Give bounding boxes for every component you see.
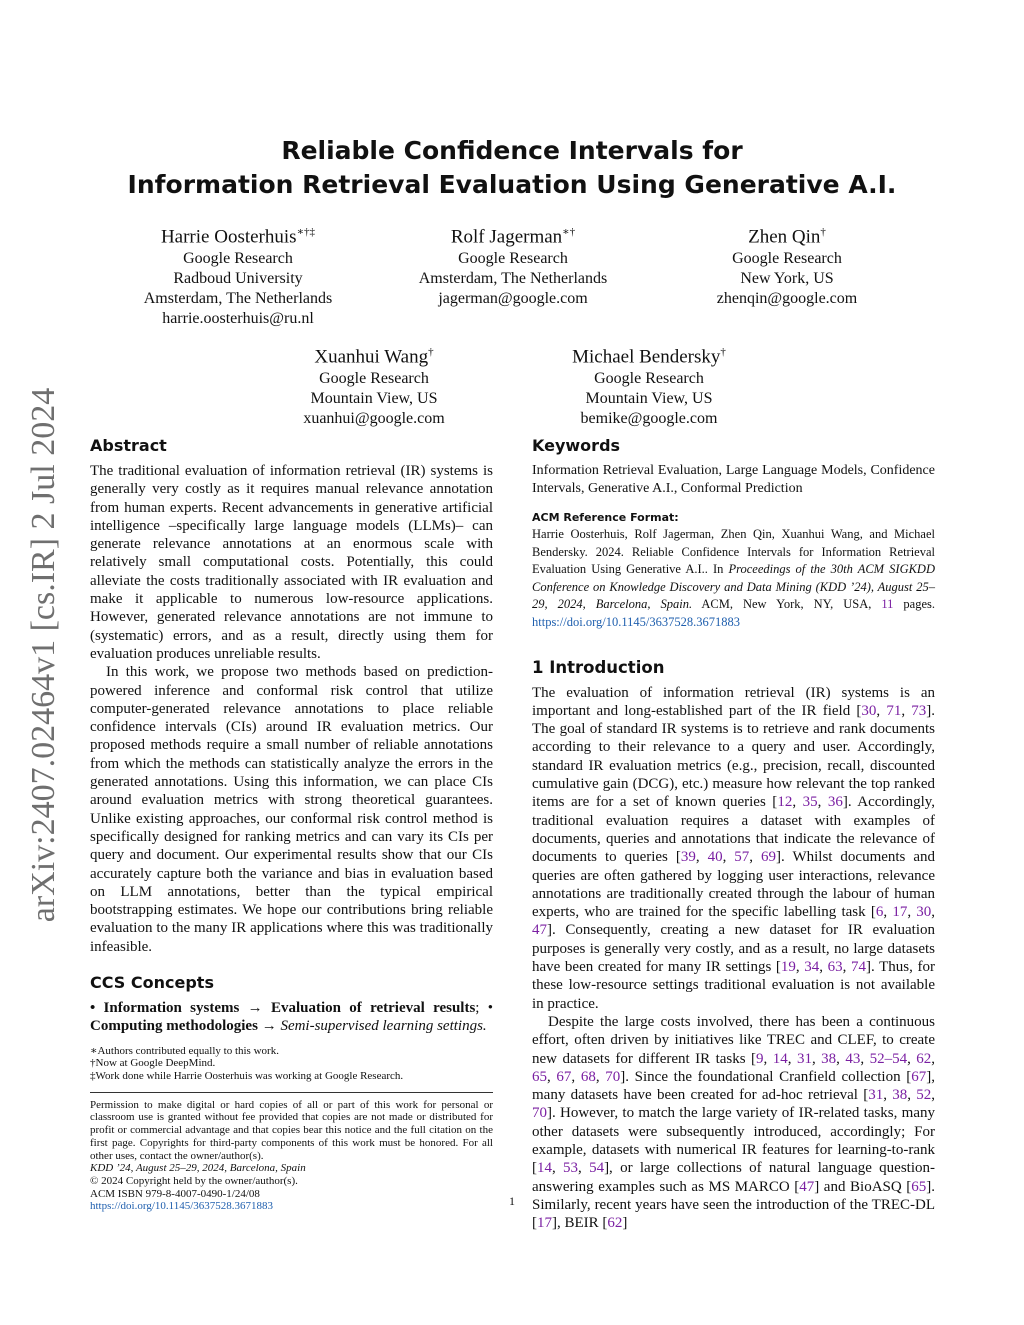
citation-link[interactable]: 67 <box>556 1068 572 1085</box>
author-marks: † <box>720 346 726 358</box>
author-marks: † <box>428 346 434 358</box>
citation-link[interactable]: 31 <box>868 1087 884 1104</box>
ccs-term: Computing methodologies <box>90 1018 258 1035</box>
doi-link[interactable]: https://doi.org/10.1145/3637528.3671883 <box>90 1200 274 1213</box>
text-run: ], BEIR [ <box>552 1215 608 1232</box>
ccs-term: Evaluation of retrieval results <box>270 1000 476 1017</box>
citation-link[interactable]: 63 <box>827 959 843 976</box>
arxiv-id: arXiv:2407.02464v1 [cs.IR] 2 Jul 2024 <box>25 387 62 923</box>
author-affiliation: New York, US <box>740 270 834 288</box>
citation-link[interactable]: 57 <box>734 849 750 866</box>
intro-paragraph-1 <box>532 684 935 1013</box>
text-run: ], or large collections of natural language question-answering examples such as MS MARCO [ <box>532 1160 936 1195</box>
text-run: , <box>931 904 936 921</box>
acm-ref-proceedings: Proceedings of the 30th ACM SIGKDD Conference on Knowledge Discovery and Data Mining (KDD ’24), August 25–29, 2024, Barcelona, Spain. <box>532 562 935 612</box>
citation-link[interactable]: 71 <box>886 702 902 719</box>
author-affiliation: Google Research <box>732 250 842 268</box>
citation-link[interactable]: 69 <box>761 849 777 866</box>
citation-link[interactable]: 31 <box>796 1050 812 1067</box>
ccs-arrow: → <box>261 1018 277 1035</box>
author-block-5 <box>529 340 769 429</box>
text-run: ]. Since the foundational Cranfield collection [ <box>620 1068 912 1085</box>
text-run: ], many datasets have been created for ad-hoc retrieval [ <box>532 1068 936 1104</box>
author-name: Zhen Qin <box>748 226 821 248</box>
text-run: , <box>883 1087 893 1104</box>
paper-title <box>0 134 1024 202</box>
text-run: , <box>811 1050 822 1067</box>
ccs-separator: ; • <box>475 1000 494 1017</box>
author-email: bemike@google.com <box>580 410 718 428</box>
citation-link[interactable]: 47 <box>532 922 547 939</box>
citation-link[interactable]: 19 <box>780 959 796 976</box>
text-run: , <box>695 849 708 866</box>
text-run: , <box>931 1087 936 1104</box>
citation-link[interactable]: 62 <box>607 1215 623 1232</box>
citation-link[interactable]: 12 <box>777 794 793 811</box>
citation-link[interactable]: 38 <box>892 1087 908 1104</box>
abstract-heading: Abstract <box>90 436 167 455</box>
acm-ref-publisher: ACM, New York, NY, USA, <box>692 597 882 612</box>
text-run: , <box>595 1068 606 1085</box>
text-run: , <box>836 1050 846 1067</box>
citation-link[interactable]: 74 <box>851 959 867 976</box>
ccs-term: • Information systems <box>90 1000 240 1017</box>
text-run: ]. Similarly, recent years have seen the introduction of the TREC-DL [ <box>532 1178 935 1232</box>
text-run: ]. Consequently, creating a new dataset for IR evaluation purposes is generally very costly, and as a result, no large datasets have been created for many IR settings [ <box>532 922 935 976</box>
left-column <box>90 436 493 1213</box>
citation-link[interactable]: 53 <box>563 1160 579 1177</box>
author-name: Rolf Jagerman <box>450 226 563 248</box>
text-run: The evaluation of information retrieval (IR) systems is an important and long-established part of the IR field [ <box>532 684 935 719</box>
acm-ref-doi-link[interactable]: https://doi.org/10.1145/3637528.3671883 <box>532 614 740 629</box>
author-block-2 <box>393 220 633 309</box>
author-affiliation: Google Research <box>458 250 568 268</box>
citation-link[interactable]: 68 <box>580 1068 596 1085</box>
footnote-1: ∗Authors contributed equally to this work. <box>90 1044 279 1057</box>
citation-link[interactable]: 14 <box>537 1160 552 1177</box>
text-run: , <box>883 904 893 921</box>
author-affiliation: Radboud University <box>173 270 303 288</box>
text-run: , <box>907 904 917 921</box>
acm-ref-pages[interactable]: 11 <box>881 597 894 612</box>
citation-link[interactable]: 17 <box>892 904 908 921</box>
author-block-4 <box>254 340 494 429</box>
text-run: , <box>876 702 887 719</box>
citation-link[interactable]: 30 <box>916 904 932 921</box>
right-column <box>532 436 935 1232</box>
author-affiliation: Mountain View, US <box>310 390 438 408</box>
text-run: ]. However, to match the large variety of IR-related tasks, many other datasets were subsequently introduced, accordingly; For example, datasets with numerical IR features for learning-to-rank [ <box>532 1105 935 1177</box>
citation-link[interactable]: 30 <box>861 702 877 719</box>
acm-ref-authors: Harrie Oosterhuis, Rolf Jagerman, Zhen Qin, Xuanhui Wang, and Michael Bendersky. 2024. Reliable Confidence Intervals for Information Retrieval Evaluation Using Generative A.I.. In <box>532 527 935 577</box>
citation-link[interactable]: 6 <box>875 904 884 921</box>
title-line-2: Information Retrieval Evaluation Using Generative A.I. <box>127 170 897 199</box>
venue: KDD ’24, August 25–29, 2024, Barcelona, Spain <box>90 1162 306 1175</box>
citation-link[interactable]: 14 <box>772 1050 788 1067</box>
text-run: , <box>571 1068 581 1085</box>
text-run: , <box>722 849 735 866</box>
citation-link[interactable]: 65 <box>532 1068 547 1085</box>
permission-text: Permission to make digital or hard copies of all or part of this work for personal or classroom use is granted without fee provided that copies are not made or distributed for profit or commercial advantage and that copies bear this notice and the full citation on the first page. Copyrights for third-party components of this work must be honored. For all other uses, contact the owner/author(s). <box>90 1098 493 1162</box>
citation-link[interactable]: 54 <box>589 1160 605 1177</box>
text-run: ]. Thus, for these low-resource settings traditional evaluation is not available in practice. <box>532 959 936 1012</box>
abstract-paragraph-1: The traditional evaluation of information retrieval (IR) systems is generally very costly as it requires manual relevance annotation from human experts. Recent advancements in generative artificial intelligence –specifically large language models (LLMs)– can generate relevance annotations at an enormous scale with relatively small computational costs. Potentially, this could alleviate the costs traditionally associated with IR evaluation and make it applicable to numerous low-resource applications. However, generated relevance annotations are not immune to (systematic) errors, and as a result, directly using them for evaluation produces unreliable results. <box>90 463 493 662</box>
text-run: , <box>842 959 852 976</box>
citation-link[interactable]: 35 <box>802 794 818 811</box>
citation-link[interactable]: 43 <box>845 1050 861 1067</box>
author-affiliation: Amsterdam, The Netherlands <box>418 270 608 288</box>
citation-link[interactable]: 70 <box>605 1068 621 1085</box>
ccs-arrow: → <box>247 1000 263 1017</box>
acm-ref-pages-suffix: pages. <box>893 597 936 612</box>
citation-link[interactable]: 9 <box>756 1050 764 1067</box>
citation-link[interactable]: 47 <box>799 1178 815 1195</box>
text-run: , <box>552 1160 564 1177</box>
text-run: , <box>787 1050 797 1067</box>
text-run: , <box>578 1160 590 1177</box>
keywords-heading: Keywords <box>532 436 621 455</box>
text-run: , <box>749 849 762 866</box>
intro-heading: 1 Introduction <box>532 657 665 677</box>
citation-link[interactable]: 52–54 <box>869 1050 908 1067</box>
text-run: , <box>907 1050 917 1067</box>
acm-reference <box>532 526 935 632</box>
citation-link[interactable]: 36 <box>827 794 843 811</box>
ccs-term: Semi-supervised learning settings. <box>280 1018 487 1035</box>
citation-link[interactable]: 40 <box>707 849 723 866</box>
text-run: ]. Accordingly, traditional evaluation requires a dataset with examples of documents, queries and annotations that indicate the relevance of documents to queries [ <box>532 794 936 866</box>
text-run: , <box>547 1068 557 1085</box>
page-number: 1 <box>509 1194 515 1208</box>
citation-link[interactable]: 39 <box>680 849 696 866</box>
ccs-heading: CCS Concepts <box>90 973 214 993</box>
author-marks: † <box>820 226 826 238</box>
footnote-rule <box>90 1092 493 1093</box>
author-email: xuanhui@google.com <box>303 410 445 428</box>
author-affiliation: Google Research <box>183 250 293 268</box>
citation-link[interactable]: 67 <box>911 1068 927 1085</box>
author-name: Harrie Oosterhuis <box>160 226 297 248</box>
author-name: Xuanhui Wang <box>314 346 429 368</box>
text-run: , <box>817 794 828 811</box>
citation-link[interactable]: 38 <box>821 1050 837 1067</box>
citation-link[interactable]: 65 <box>911 1178 927 1195</box>
footnotes <box>90 1045 493 1083</box>
abstract-paragraph-2: In this work, we propose two methods based on prediction-powered inference and conformal risk control that utilize computer-generated relevance annotations to place reliable confidence intervals (CIs) around IR evaluation metrics. Our proposed methods require a small number of reliable annotations from which the methods can statistically analyze the errors in the generated annotations. Using this information, we can place CIs around evaluation metrics with strong theoretical guarantees. Unlike existing approaches, our conformal risk control method is specifically designed for ranking metrics and can vary its CIs per query and document. Our experimental results show that our CIs accurately capture both the variance and bias in evaluation based on LLM annotations, better than the typical empirical bootstrapping estimates. We hope our contributions bring reliable evaluation to the many IR applications where this was traditionally infeasible. <box>90 664 493 955</box>
author-affiliation: Google Research <box>594 370 704 388</box>
acm-ref-heading: ACM Reference Format: <box>532 511 679 524</box>
text-run: , <box>931 1050 936 1067</box>
citation-link[interactable]: 34 <box>804 959 820 976</box>
author-email: harrie.oosterhuis@ru.nl <box>162 310 314 328</box>
citation-link[interactable]: 73 <box>911 702 927 719</box>
citation-link[interactable]: 17 <box>537 1215 552 1232</box>
author-affiliation: Google Research <box>319 370 429 388</box>
title-line-1: Reliable Confidence Intervals for <box>281 136 743 165</box>
text-run: ]. Whilst documents and queries are often gathered by logging user interactions, relevance annotations are traditionally created through the labour of human experts, who are trained for the specific labelling task [ <box>532 849 936 921</box>
citation-link[interactable]: 62 <box>916 1050 932 1067</box>
footnote-2: †Now at Google DeepMind. <box>90 1057 216 1070</box>
text-run: ] <box>622 1215 628 1232</box>
keywords-text: Information Retrieval Evaluation, Large Language Models, Confidence Intervals, Generative A.I., Conformal Prediction <box>532 463 935 496</box>
text-run: , <box>907 1087 917 1104</box>
text-run: , <box>819 959 828 976</box>
footnote-3: ‡Work done while Harrie Oosterhuis was working at Google Research. <box>90 1070 404 1083</box>
text-run: , <box>795 959 805 976</box>
author-email: jagerman@google.com <box>438 290 588 308</box>
author-email: zhenqin@google.com <box>716 290 858 308</box>
author-affiliation: Amsterdam, The Netherlands <box>143 290 333 308</box>
copyright: © 2024 Copyright held by the owner/author(s). <box>90 1174 298 1187</box>
ccs-concepts <box>90 999 493 1036</box>
text-run: ]. The goal of standard IR systems is to retrieve and rank documents according to their relevance to a query and user. Accordingly, standard IR evaluation metrics (e.g., precision, recall, discounted cumulative gain (DCG), etc.) measure how relevant the top ranked items are for a set of known queries [ <box>532 702 936 811</box>
text-run: , <box>763 1050 773 1067</box>
author-name: Michael Bendersky <box>572 346 721 368</box>
text-run: Despite the large costs involved, there has been a continuous effort, often driven by initiatives like TREC and CLEF, to create new datasets for different IR tasks [ <box>532 1013 935 1067</box>
author-marks: ∗† <box>562 226 576 238</box>
author-affiliation: Mountain View, US <box>585 390 713 408</box>
arxiv-sidebar <box>22 375 66 935</box>
citation-link[interactable]: 52 <box>916 1087 932 1104</box>
text-run: , <box>901 702 912 719</box>
isbn: ACM ISBN 979-8-4007-0490-1/24/08 <box>90 1187 260 1200</box>
author-block-1 <box>118 220 358 329</box>
text-run: , <box>792 794 803 811</box>
author-marks: ∗†‡ <box>296 226 316 238</box>
text-run: ] and BioASQ [ <box>814 1178 912 1195</box>
citation-link[interactable]: 70 <box>532 1105 547 1122</box>
text-run: , <box>860 1050 870 1067</box>
author-block-3 <box>667 220 907 309</box>
